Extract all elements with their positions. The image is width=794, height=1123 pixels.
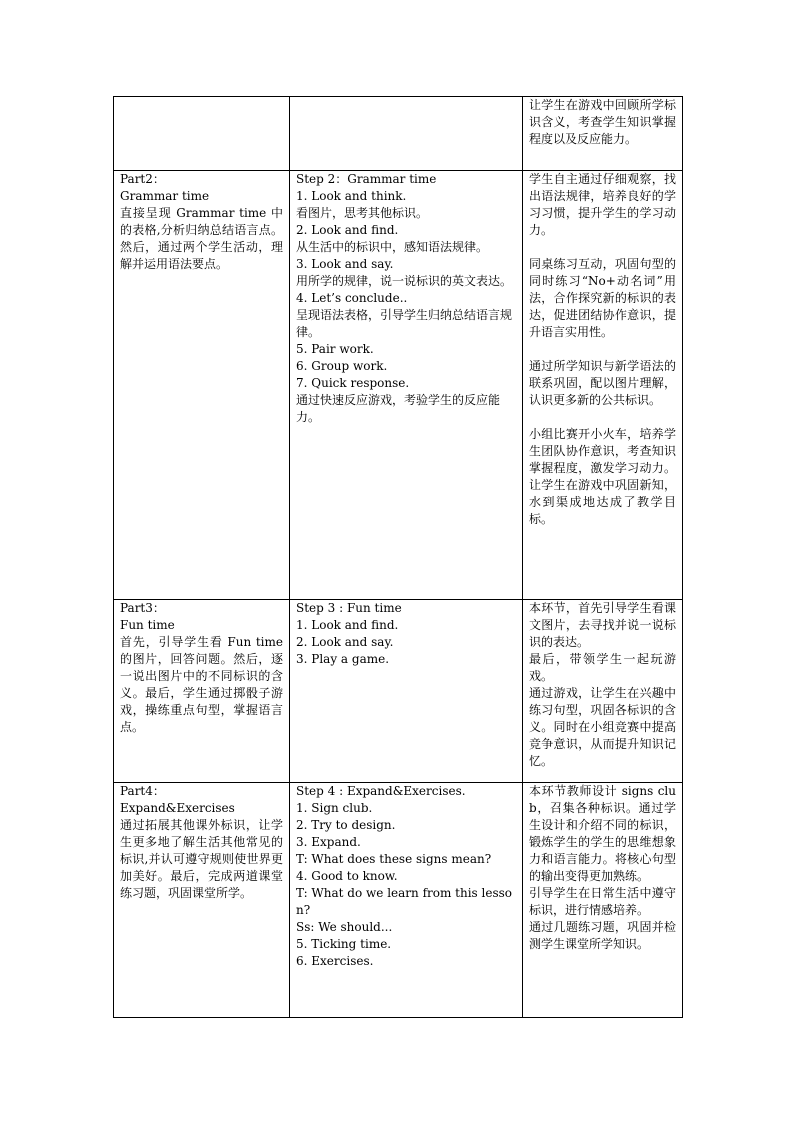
step-note: 看图片，思考其他标识。	[296, 206, 429, 220]
step-item: 4. Let’s conclude..	[296, 291, 408, 305]
step-item: 7. Quick response.	[296, 376, 410, 390]
step-title: Step 2：Grammar time	[296, 172, 437, 186]
step-note: T: What does these signs mean?	[296, 852, 492, 866]
purpose-cell	[523, 600, 683, 783]
step-note: Ss: We should...	[296, 920, 393, 934]
step-item: 5. Ticking time.	[296, 937, 392, 951]
activity-cell	[114, 97, 290, 171]
step-title: Step 3 : Fun time	[296, 601, 402, 615]
table-row	[114, 97, 683, 171]
purpose-text: 通过游戏，让学生在兴趣中练习句型，巩固各标识的含义。同时在小组竞赛中提高竞争意识，从而提升知识记忆。	[529, 686, 676, 768]
purpose-text: 小组比赛开小火车，培养学生团队协作意识，考查知识掌握程度，激发学习动力。让学生在游戏中巩固新知，水到渠成地达成了教学目标。	[529, 427, 676, 526]
purpose-text: 学生自主通过仔细观察，找出语法规律，培养良好的学习习惯，提升学生的学习动力。	[529, 172, 676, 237]
step-item: 6. Group work.	[296, 359, 388, 373]
purpose-text: 引导学生在日常生活中遵守标识，进行情感培养。	[529, 886, 676, 917]
part-label: Part2：	[120, 172, 165, 186]
purpose-text: 通过几题练习题，巩固并检测学生课堂所学知识。	[529, 920, 676, 951]
step-note: 通过快速反应游戏，考验学生的反应能力。	[296, 393, 501, 424]
activity-cell	[114, 171, 290, 600]
part-label: Part4：	[120, 784, 165, 798]
purpose-cell	[523, 97, 683, 171]
procedure-cell	[290, 97, 523, 171]
purpose-cell	[523, 171, 683, 600]
purpose-text: 同桌练习互动，巩固句型的同时练习“No+动名词”用法，合作探究新的标识的表达，促进团结协作意识，提升语言实用性。	[529, 257, 676, 339]
part-label: Part3：	[120, 601, 165, 615]
table-row	[114, 171, 683, 600]
purpose-text: 让学生在游戏中回顾所学标识含义，考查学生知识掌握程度以及反应能力。	[529, 98, 676, 146]
part-description: 直接呈现 Grammar time 中的表格,分析归纳总结语言点。然后，通过两个学生活动，理解并运用语法要点。	[120, 206, 283, 271]
procedure-cell	[290, 600, 523, 783]
purpose-text: 本环节，首先引导学生看课文图片，去寻找并说一说标识的表达。	[529, 601, 676, 649]
activity-cell	[114, 600, 290, 783]
purpose-cell	[523, 783, 683, 1018]
table-row	[114, 783, 683, 1018]
purpose-text: 本环节教师设计 signs club，召集各种标识。通过学生设计和介绍不同的标识，锻炼学生的学生的思维想象力和语言能力。将核心句型的输出变得更加熟练。	[529, 784, 676, 883]
procedure-cell	[290, 171, 523, 600]
step-note: T: What do we learn from this lesson?	[296, 886, 513, 917]
step-title: Step 4 : Expand&Exercises.	[296, 784, 466, 798]
part-title: Fun time	[120, 618, 175, 632]
step-item: 5. Pair work.	[296, 342, 374, 356]
part-title: Grammar time	[120, 189, 210, 203]
procedure-cell	[290, 783, 523, 1018]
step-item: 1. Look and think.	[296, 189, 407, 203]
part-title: Expand&Exercises	[120, 801, 235, 815]
step-item: 3. Play a game.	[296, 652, 390, 666]
step-item: 2. Look and find.	[296, 223, 399, 237]
step-item: 2. Try to design.	[296, 818, 396, 832]
purpose-text: 最后，带领学生一起玩游戏。	[529, 652, 676, 683]
step-item: 3. Look and say.	[296, 257, 394, 271]
step-item: 4. Good to know.	[296, 869, 398, 883]
step-note: 呈现语法表格，引导学生归纳总结语言规律。	[296, 308, 513, 339]
activity-cell	[114, 783, 290, 1018]
step-item: 2. Look and say.	[296, 635, 394, 649]
step-item: 1. Look and find.	[296, 618, 399, 632]
purpose-text: 通过所学知识与新学语法的联系巩固，配以图片理解，认识更多新的公共标识。	[529, 359, 676, 407]
step-note: 用所学的规律，说一说标识的英文表达。	[296, 274, 513, 288]
lesson-plan-table	[113, 96, 683, 1018]
step-note: 从生活中的标识中，感知语法规律。	[296, 240, 489, 254]
part-description: 通过拓展其他课外标识，让学生更多地了解生活其他常见的标识,并认可遵守规则使世界更加美好。最后，完成两道课堂练习题，巩固课堂所学。	[120, 818, 283, 900]
step-item: 1. Sign club.	[296, 801, 373, 815]
step-item: 3. Expand.	[296, 835, 361, 849]
table-row	[114, 600, 683, 783]
step-item: 6. Exercises.	[296, 954, 374, 968]
part-description: 首先，引导学生看 Fun time 的图片，回答问题。然后，逐一说出图片中的不同标识的含义。最后，学生通过掷骰子游戏，操练重点句型，掌握语言点。	[120, 635, 283, 734]
